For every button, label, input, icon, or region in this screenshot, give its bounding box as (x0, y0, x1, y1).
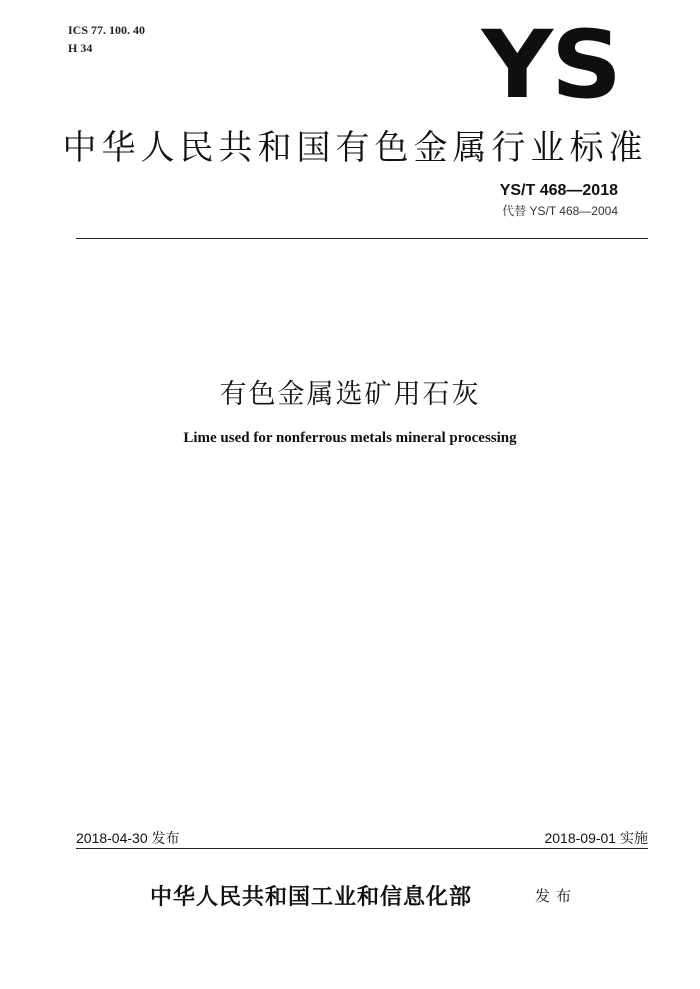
ics-code: ICS 77. 100. 40 (68, 23, 146, 37)
ys-logo: YS (481, 11, 620, 120)
standard-number: YS/T 468—2018 (499, 182, 618, 199)
publication-date: 2018-04-30 发布 (76, 830, 180, 846)
replaces-standard: 代替 YS/T 468—2004 (502, 204, 618, 218)
issuing-authority: 中华人民共和国工业和信息化部 (150, 884, 473, 910)
classification-code: H 34 (68, 41, 93, 55)
implementation-date: 2018-09-01 实施 (544, 830, 648, 846)
issue-label: 发布 (535, 887, 578, 905)
document-title-english: Lime used for nonferrous metals mineral processing (183, 430, 517, 446)
top-divider (76, 238, 648, 239)
industry-standard-title: 中华人民共和国有色金属行业标准 (62, 128, 648, 168)
document-title-chinese: 有色金属选矿用石灰 (219, 379, 481, 410)
bottom-divider (76, 848, 648, 849)
